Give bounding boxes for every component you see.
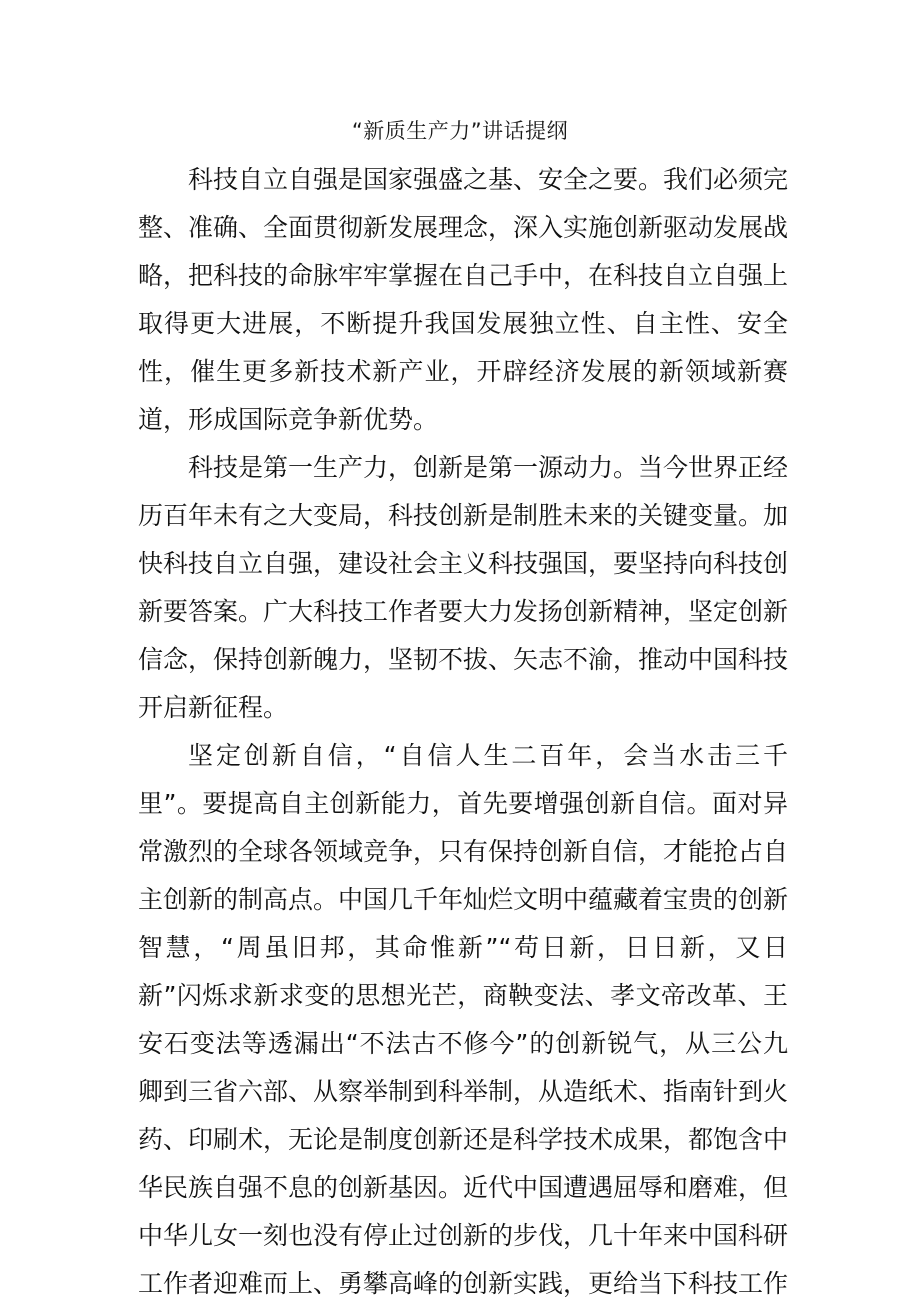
paragraph-3: 坚定创新自信，“自信人生二百年，会当水击三千里”。要提高自主创新能力，首先要增强创新自信。面对异常激烈的全球各领域竞争，只有保持创新自信，才能抢占自主创新的制高点。中国几千年灿烂文明中蕴藏着宝贵的创新智慧，“周虽旧邦，其命惟新”“苟日新，日日新，又日新”闪烁求新求变的思想光芒，商鞅变法、孝文帝改革、王安石变法等透漏出“不法古不修今”的创新锐气，从三公九卿到三省六部、从察举制到科举制，从造纸术、指南针到火药、印刷术，无论是制度创新还是科学技术成果，都饱含中华民族自强不息的创新基因。近代中国遭遇屈辱和磨难，但中华儿女一刻也没有停止过创新的步伐，几十年来中国科研工作者迎难而上、勇攀高峰的创新实践，更给当下科技工作 (138, 741, 789, 1298)
paragraph-2: 科技是第一生产力，创新是第一源动力。当今世界正经历百年未有之大变局，科技创新是制胜未来的关键变量。加快科技自立自强，建设社会主义科技强国，要坚持向科技创新要答案。广大科技工作者要大力发扬创新精神，坚定创新信念，保持创新魄力，坚韧不拔、矢志不渝，推动中国科技开启新征程。 (138, 453, 789, 722)
paragraph-1: 科技自立自强是国家强盛之基、安全之要。我们必须完整、准确、全面贯彻新发展理念，深入实施创新驱动发展战略，把科技的命脉牢牢掌握在自己手中，在科技自立自强上取得更大进展，不断提升我国发展独立性、自主性、安全性，催生更多新技术新产业，开辟经济发展的新领域新赛道，形成国际竞争新优势。 (138, 165, 789, 434)
document-title: “新质生产力”讲话提纲 (351, 119, 569, 143)
document-body (138, 156, 788, 1308)
